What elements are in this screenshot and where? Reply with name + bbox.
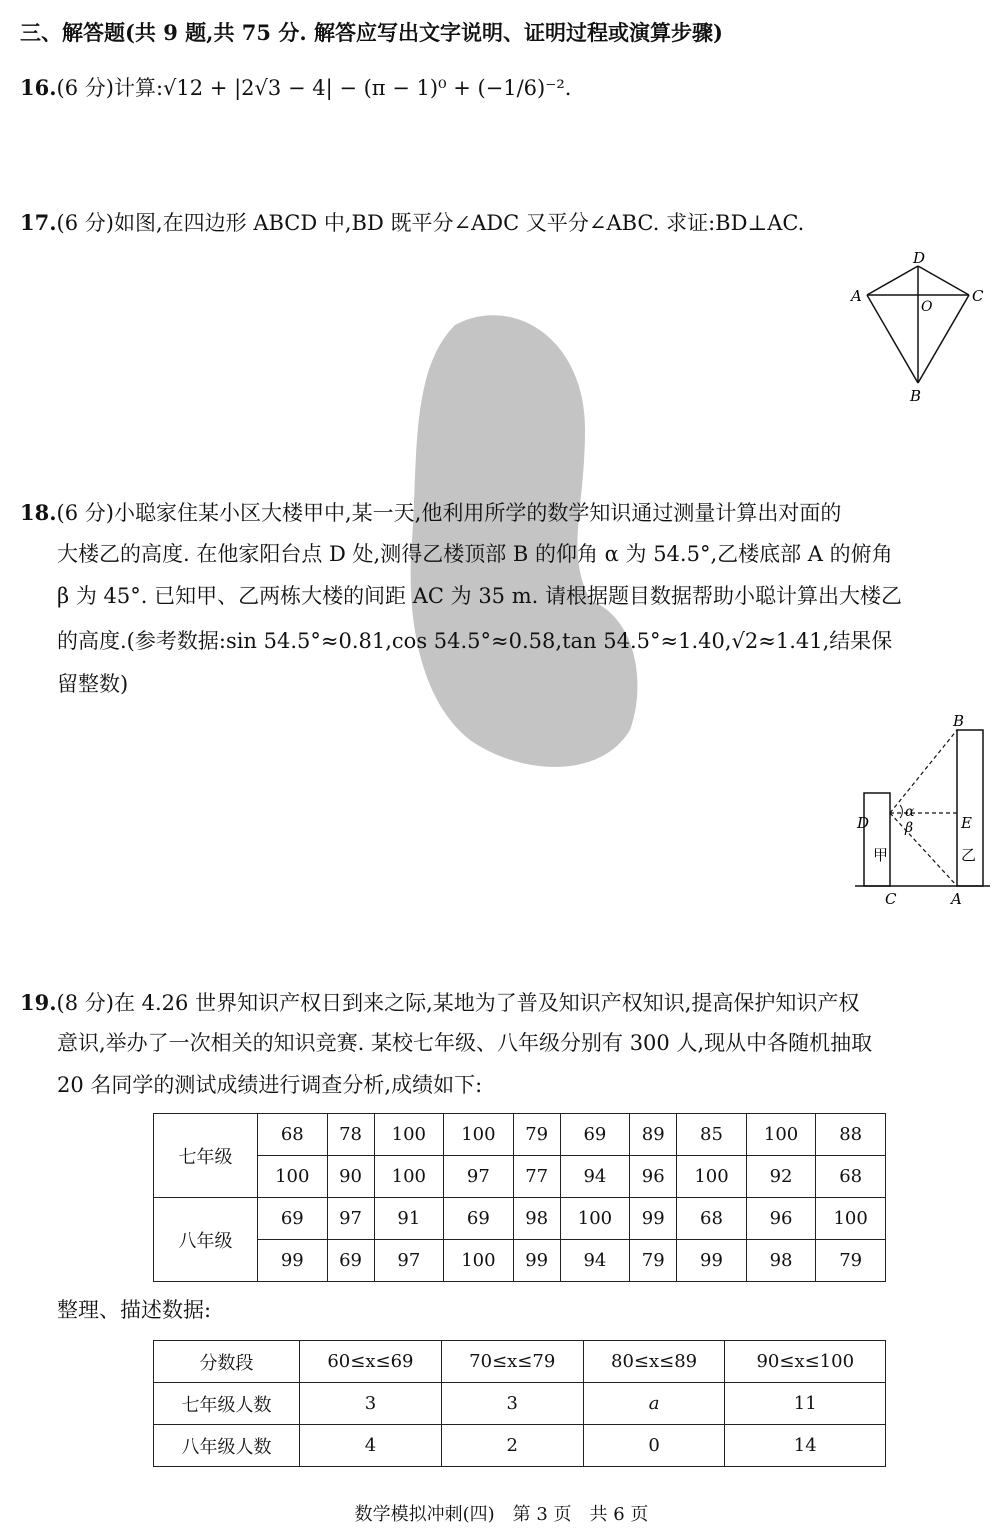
question-18-line-3: β 为 45°. 已知甲、乙两栋大楼的间距 AC 为 35 m. 请根据题目数据帮助小聪计算出大楼乙 bbox=[57, 584, 902, 608]
table-cell: 3 bbox=[300, 1383, 442, 1425]
table-cell: 2 bbox=[441, 1425, 583, 1467]
organize-label: 整理、描述数据: bbox=[57, 1298, 212, 1322]
table-cell: 89 bbox=[630, 1114, 677, 1156]
header-cell: 90≤x≤100 bbox=[725, 1341, 886, 1383]
table-cell: 92 bbox=[746, 1156, 816, 1198]
table-cell: 90 bbox=[327, 1156, 374, 1198]
table-cell: 100 bbox=[374, 1156, 444, 1198]
edge-ad bbox=[867, 266, 918, 295]
question-17 bbox=[20, 210, 804, 236]
table-cell: 91 bbox=[374, 1198, 444, 1240]
table-cell: 14 bbox=[725, 1425, 886, 1467]
table-cell: 94 bbox=[560, 1240, 630, 1282]
table-cell: 100 bbox=[258, 1156, 328, 1198]
label-jia: 甲 bbox=[873, 846, 889, 864]
question-18-text-1: (6 分)小聪家住某小区大楼甲中,某一天,他利用所学的数学知识通过测量计算出对面的 bbox=[56, 501, 842, 525]
label-o: O bbox=[921, 299, 933, 315]
question-16-number: 16. bbox=[20, 75, 57, 100]
table-cell: 100 bbox=[374, 1114, 444, 1156]
row-label: 七年级人数 bbox=[154, 1383, 300, 1425]
question-17-number: 17. bbox=[20, 210, 57, 235]
line-da bbox=[890, 813, 957, 886]
question-18-line-2: 大楼乙的高度. 在他家阳台点 D 处,测得乙楼顶部 B 的仰角 α 为 54.5°,乙楼底部 A 的俯角 bbox=[57, 542, 893, 566]
row-label: 八年级人数 bbox=[154, 1425, 300, 1467]
edge-ab bbox=[867, 295, 918, 383]
frequency-table bbox=[153, 1340, 886, 1467]
table-cell: 85 bbox=[677, 1114, 747, 1156]
label-d: D bbox=[857, 814, 870, 832]
question-16-score: (6 分) bbox=[56, 76, 114, 100]
table-cell: 98 bbox=[513, 1198, 560, 1240]
table-cell: 11 bbox=[725, 1383, 886, 1425]
question-19-number: 19. bbox=[20, 990, 57, 1015]
table-cell: 0 bbox=[583, 1425, 725, 1467]
buildings-figure bbox=[855, 708, 995, 913]
table-cell: 94 bbox=[560, 1156, 630, 1198]
table-cell: 3 bbox=[441, 1383, 583, 1425]
question-16 bbox=[20, 75, 571, 101]
table-cell: 97 bbox=[327, 1198, 374, 1240]
question-16-prefix: 计算: bbox=[113, 76, 164, 100]
table-row bbox=[154, 1383, 886, 1425]
table-cell: 77 bbox=[513, 1156, 560, 1198]
table-cell: 99 bbox=[258, 1240, 328, 1282]
header-cell: 分数段 bbox=[154, 1341, 300, 1383]
table-cell: 99 bbox=[630, 1198, 677, 1240]
label-b: B bbox=[910, 387, 922, 405]
table-cell: 4 bbox=[300, 1425, 442, 1467]
page-footer: 数学模拟冲刺(四) 第 3 页 共 6 页 bbox=[354, 1504, 649, 1525]
header-cell: 70≤x≤79 bbox=[441, 1341, 583, 1383]
label-b: B bbox=[953, 712, 965, 730]
label-a: A bbox=[951, 890, 962, 908]
table-cell: 96 bbox=[746, 1198, 816, 1240]
table-row bbox=[154, 1240, 886, 1282]
table-row bbox=[154, 1425, 886, 1467]
label-alpha: α bbox=[905, 804, 915, 820]
question-18-number: 18. bbox=[20, 500, 57, 525]
angle-arc bbox=[900, 805, 902, 818]
table-cell: 97 bbox=[374, 1240, 444, 1282]
table-cell: 79 bbox=[816, 1240, 886, 1282]
label-c: C bbox=[972, 287, 984, 305]
building-jia bbox=[864, 793, 890, 886]
table-cell: 69 bbox=[444, 1198, 514, 1240]
label-e: E bbox=[961, 814, 972, 832]
table-cell: 88 bbox=[816, 1114, 886, 1156]
table-cell: 68 bbox=[677, 1198, 747, 1240]
table-cell: 100 bbox=[746, 1114, 816, 1156]
table-cell: 100 bbox=[560, 1198, 630, 1240]
table-cell: 100 bbox=[816, 1198, 886, 1240]
question-19-line-2: 意识,举办了一次相关的知识竞赛. 某校七年级、八年级分别有 300 人,现从中各随机抽取 bbox=[57, 1031, 873, 1055]
line-db bbox=[890, 730, 957, 813]
table-cell: 100 bbox=[444, 1114, 514, 1156]
table-row bbox=[154, 1114, 886, 1156]
label-yi: 乙 bbox=[961, 846, 977, 864]
label-c: C bbox=[885, 890, 897, 908]
table-cell: 69 bbox=[560, 1114, 630, 1156]
table-cell: 99 bbox=[513, 1240, 560, 1282]
edge-dc bbox=[918, 266, 969, 295]
question-19-line-3: 20 名同学的测试成绩进行调查分析,成绩如下: bbox=[57, 1073, 483, 1097]
table-cell: 78 bbox=[327, 1114, 374, 1156]
table-cell: 96 bbox=[630, 1156, 677, 1198]
table-cell: 100 bbox=[444, 1240, 514, 1282]
header-cell: 80≤x≤89 bbox=[583, 1341, 725, 1383]
table-row bbox=[154, 1198, 886, 1240]
label-d: D bbox=[913, 249, 926, 267]
table-cell: a bbox=[583, 1383, 725, 1425]
score-table bbox=[153, 1113, 886, 1282]
grade7-label: 七年级 bbox=[154, 1114, 258, 1198]
quadrilateral-figure bbox=[845, 248, 990, 406]
question-18-line-5: 留整数) bbox=[57, 672, 129, 696]
table-row bbox=[154, 1156, 886, 1198]
label-beta: β bbox=[905, 820, 914, 836]
section-header: 三、解答题(共 9 题,共 75 分. 解答应写出文字说明、证明过程或演算步骤) bbox=[20, 20, 723, 45]
question-18-line-4: 的高度.(参考数据:sin 54.5°≈0.81,cos 54.5°≈0.58,tan 54.5°≈1.40,√2≈1.41,结果保 bbox=[57, 629, 893, 653]
question-18-line-1 bbox=[20, 500, 841, 526]
table-cell: 69 bbox=[258, 1198, 328, 1240]
table-cell: 99 bbox=[677, 1240, 747, 1282]
table-cell: 79 bbox=[513, 1114, 560, 1156]
question-17-text: (6 分)如图,在四边形 ABCD 中,BD 既平分∠ADC 又平分∠ABC. 求证:BD⊥AC. bbox=[56, 211, 805, 235]
table-cell: 68 bbox=[816, 1156, 886, 1198]
question-19-line-1 bbox=[20, 990, 859, 1016]
table-cell: 97 bbox=[444, 1156, 514, 1198]
watermark-blob bbox=[400, 300, 660, 780]
table-cell: 68 bbox=[258, 1114, 328, 1156]
label-a: A bbox=[851, 287, 862, 305]
table-cell: 100 bbox=[677, 1156, 747, 1198]
table-cell: 69 bbox=[327, 1240, 374, 1282]
table-header-row bbox=[154, 1341, 886, 1383]
table-cell: 98 bbox=[746, 1240, 816, 1282]
grade8-label: 八年级 bbox=[154, 1198, 258, 1282]
header-cell: 60≤x≤69 bbox=[300, 1341, 442, 1383]
table-cell: 79 bbox=[630, 1240, 677, 1282]
question-16-expression: √12 + |2√3 − 4| − (π − 1)⁰ + (−1/6)⁻². bbox=[163, 76, 572, 100]
question-19-text-1: (8 分)在 4.26 世界知识产权日到来之际,某地为了普及知识产权知识,提高保护知识产权 bbox=[56, 991, 860, 1015]
